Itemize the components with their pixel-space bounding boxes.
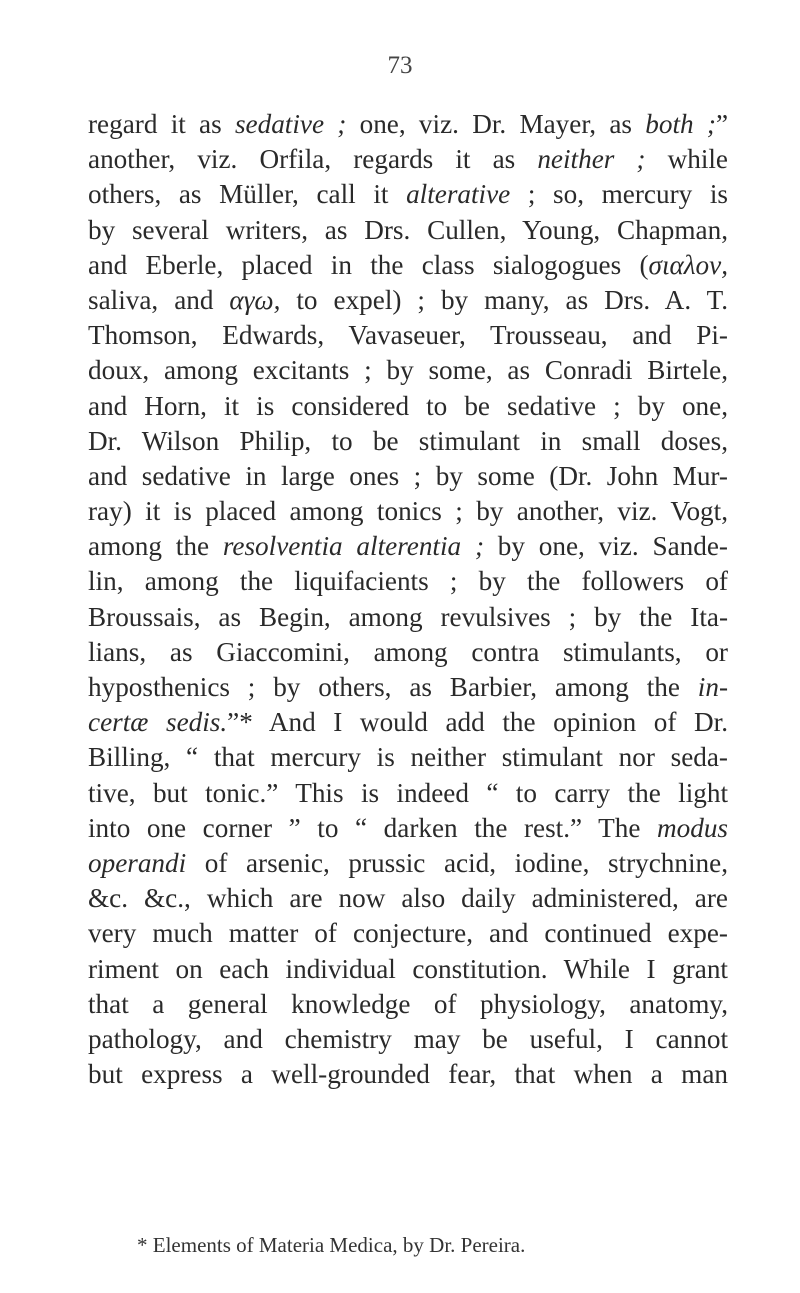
- text-segment: ; so, mercury is: [510, 179, 728, 210]
- text-line: [88, 811, 728, 846]
- text-line: [88, 881, 728, 916]
- text-line: [88, 916, 728, 951]
- text-segment: &c. &c., which are now also daily administered, are: [88, 883, 728, 914]
- text-segment: hyposthenics ; by others, as Barbier, among the: [88, 672, 698, 702]
- text-segment: very much matter of conjecture, and continued expe-: [88, 918, 728, 949]
- text-line: [88, 1022, 728, 1057]
- text-line: [88, 776, 728, 811]
- italic-phrase: both ;: [645, 109, 716, 139]
- text-segment: to expel) ; by many, as Drs. A. T.: [280, 284, 728, 315]
- page-number: 73: [387, 52, 413, 79]
- text-segment: that a general knowledge of physiology, anatomy,: [88, 988, 728, 1019]
- footnote: * Elements of Materia Medica, by Dr. Pereira.: [137, 1233, 526, 1257]
- text-line: [88, 635, 728, 670]
- text-line: [88, 600, 728, 635]
- text-segment: riment on each individual constitution. While I grant: [88, 953, 728, 984]
- text-line: [88, 705, 728, 740]
- text-line: [88, 389, 728, 424]
- text-segment: while: [645, 144, 729, 175]
- text-line: [88, 952, 728, 987]
- text-segment: pathology, and chemistry may be useful, I cannot: [88, 1023, 728, 1054]
- text-line: [88, 107, 728, 142]
- text-line: [88, 213, 728, 248]
- italic-phrase: sedative ;: [234, 109, 347, 139]
- italic-phrase: αγω,: [229, 284, 281, 315]
- text-segment: among the: [88, 531, 223, 562]
- text-segment: another, viz. Orfila, regards it as: [88, 144, 538, 175]
- italic-phrase: neither ;: [537, 144, 646, 175]
- text-segment: but express a well-grounded fear, that when a man: [88, 1059, 728, 1090]
- italic-phrase: modus: [657, 812, 728, 843]
- text-line: [88, 177, 728, 212]
- text-segment: by one, viz. Sande-: [484, 531, 728, 562]
- text-segment: saliva, and: [88, 284, 230, 315]
- text-segment: Broussais, as Begin, among revulsives ; by the Ita-: [88, 601, 728, 632]
- text-line: [88, 740, 728, 775]
- italic-phrase: certæ sedis.: [88, 707, 228, 738]
- italic-phrase: operandi: [88, 847, 187, 878]
- text-segment: Thomson, Edwards, Vavaseuer, Trousseau, and Pi-: [88, 320, 728, 351]
- text-segment: by several writers, as Drs. Cullen, Young, Chapman,: [88, 214, 728, 245]
- text-segment: and Horn, it is considered to be sedative ; by one,: [88, 390, 728, 421]
- text-segment: regard it as: [88, 109, 235, 139]
- text-line: [88, 424, 728, 459]
- text-line: [88, 142, 728, 177]
- italic-phrase: resolventia alterentia ;: [222, 531, 484, 562]
- body-text: [88, 107, 728, 1092]
- text-segment: into one corner ” to “ darken the rest.” The: [88, 812, 657, 843]
- text-segment: and sedative in large ones ; by some (Dr. John Mur-: [88, 460, 728, 491]
- text-line: [88, 459, 728, 494]
- italic-phrase: in-: [697, 672, 728, 702]
- text-segment: others, as Müller, call it: [88, 179, 407, 210]
- text-line: [88, 494, 728, 529]
- text-line: [88, 248, 728, 283]
- text-segment: one, viz. Dr. Mayer, as: [346, 109, 646, 139]
- text-segment: lin, among the liquifacients ; by the followers of: [88, 566, 728, 597]
- text-line: [88, 318, 728, 353]
- text-line: [88, 987, 728, 1022]
- text-segment: and Eberle, placed in the class sialogogues (: [88, 249, 649, 280]
- text-line: [88, 529, 728, 564]
- text-segment: ”* And I would add the opinion of Dr.: [227, 707, 728, 738]
- text-line: [88, 1057, 728, 1092]
- text-segment: ray) it is placed among tonics ; by another, viz. Vogt,: [88, 496, 728, 527]
- text-segment: tive, but tonic.” This is indeed “ to carry the light: [88, 777, 728, 808]
- text-segment: lians, as Giaccomini, among contra stimulants, or: [88, 636, 728, 667]
- text-segment: doux, among excitants ; by some, as Conradi Birtele,: [88, 355, 728, 386]
- text-line: [88, 846, 728, 881]
- text-segment: ”: [715, 109, 729, 139]
- text-line: [88, 353, 728, 388]
- text-segment: Dr. Wilson Philip, to be stimulant in small doses,: [88, 425, 728, 456]
- text-line: [88, 283, 728, 318]
- text-segment: Billing, “ that mercury is neither stimulant nor seda-: [88, 742, 728, 773]
- text-segment: of arsenic, prussic acid, iodine, strychnine,: [186, 847, 728, 878]
- italic-phrase: alterative: [406, 179, 511, 210]
- text-line: [88, 564, 728, 599]
- text-line: [88, 670, 728, 705]
- italic-phrase: σιαλον,: [648, 249, 728, 280]
